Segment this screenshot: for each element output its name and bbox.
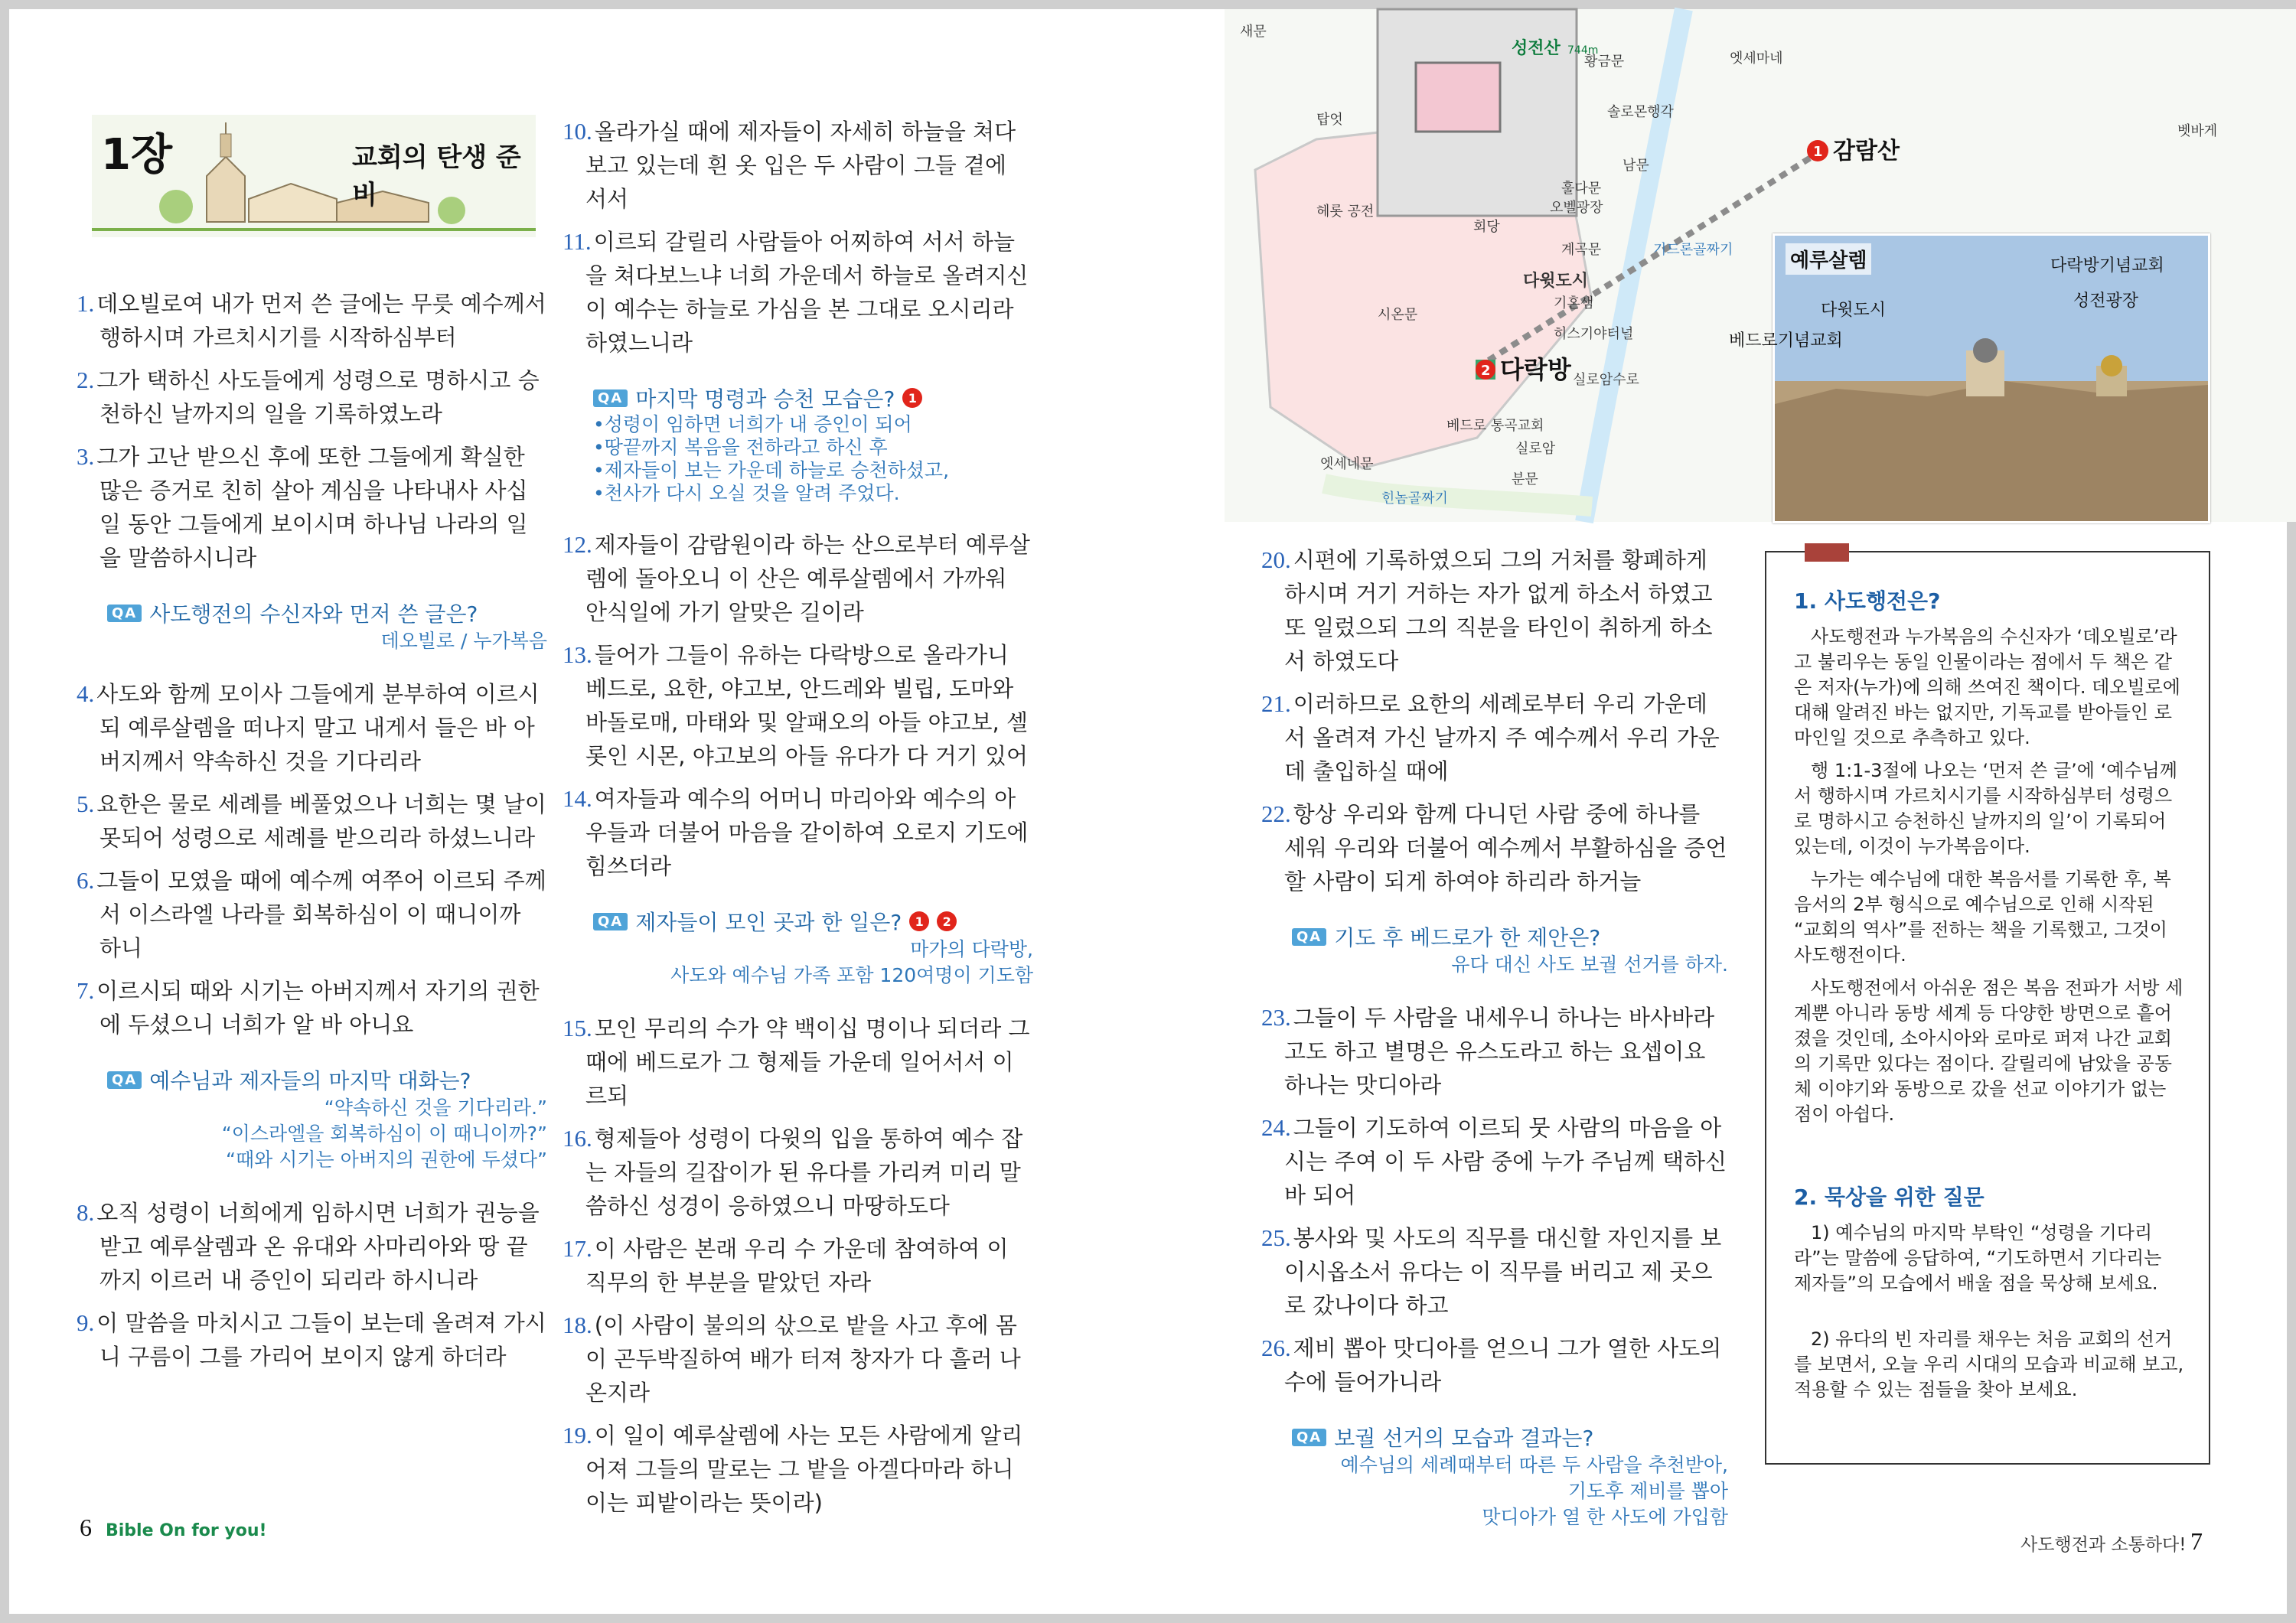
map-label-gihon: 기혼샘: [1554, 295, 1594, 311]
map-label-bethphage: 벳바게: [2177, 123, 2218, 139]
map-label-tower: 탑엇: [1316, 112, 1343, 128]
verse-number: 6.: [77, 867, 95, 894]
qa-box-6: [1292, 1422, 1728, 1530]
photo-image: [1775, 236, 2208, 521]
verse-text: 이러하므로 요한의 세례로부터 우리 가운데서 올려져 가신 날까지 주 예수께서 우리 가운데 출입하실 때에: [1284, 691, 1720, 784]
verse-number: 16.: [563, 1125, 592, 1152]
verse-text: 그가 고난 받으신 후에 또한 그들에게 확실한 많은 증거로 친히 살아 계심을 나타내사 사십 일 동안 그들에게 보이시며 하나님 나라의 일을 말씀하시니라: [96, 444, 528, 571]
qa-answer-line: “때와 시기는 아버지의 권한에 두셨다”: [226, 1149, 547, 1171]
verse-text: 여자들과 예수의 어머니 마리아와 예수의 아우들과 더불어 마음을 같이하여 오로지 기도에 힘쓰더라: [585, 786, 1029, 879]
verse-text: 형제들아 성령이 다윗의 입을 통하여 예수 잡는 자들의 길잡이가 된 유다를 가리켜 미리 말씀하신 성경이 응하였으니 마땅하도다: [585, 1126, 1023, 1219]
verse: [77, 287, 547, 354]
page-number-right: 7: [2190, 1527, 2203, 1555]
qa-icon: QA: [593, 389, 628, 407]
map-label-south-gate: 남문: [1623, 158, 1649, 174]
verse: [77, 1196, 547, 1297]
verse: [563, 225, 1033, 360]
verse-number: 12.: [563, 531, 592, 558]
qa-answer-line: 예수님의 세례때부터 따른 두 사람을 추천받아,: [1340, 1454, 1728, 1476]
column-1: [77, 287, 547, 1383]
map-label-siloam-canal: 실로암수로: [1573, 372, 1639, 388]
chapter-number: 1장: [101, 130, 173, 180]
qa-question: 기도 후 베드로가 한 제안은?: [1334, 925, 1601, 950]
verse-number: 14.: [563, 785, 592, 812]
map-marker-badge: 2: [937, 911, 957, 931]
verse: [77, 974, 547, 1041]
verse-text: 요한은 물로 세례를 베풀었으나 너희는 몇 날이 못되어 성령으로 세례를 받으리라 하셨느니라: [96, 791, 546, 851]
qa-box-4: [593, 906, 1033, 989]
right-footer-text: 사도행전과 소통하다!: [2020, 1535, 2187, 1555]
verse-text: 이르되 갈릴리 사람들아 어찌하여 서서 하늘을 쳐다보느냐 너희 가운데서 하늘로 올려지신 이 예수는 하늘로 가심을 본 그대로 오시리라 하였느니라: [585, 229, 1029, 356]
map-label-elevation: 744m: [1567, 44, 1599, 57]
verse: [77, 363, 547, 431]
verse-number: 11.: [563, 228, 592, 255]
sidebar-question: 1) 예수님의 마지막 부탁인 “성령을 기다리라”는 말씀에 응답하여, “기도하면서 기다리는 제자들”의 모습에서 배울 점을 묵상해 보세요.: [1794, 1222, 2162, 1294]
qa-answer-line: “약속하신 것을 기다리라.”: [324, 1097, 547, 1119]
map-label-huldah-gate: 훌다문: [1561, 181, 1602, 197]
verse-text: 그들이 모였을 때에 예수께 여쭈어 이르되 주께서 이스라엘 나라를 회복하심이 이 때니이까 하니: [96, 868, 546, 961]
column-3: [1261, 543, 1728, 1553]
map-label-herod-palace: 헤롯 공전: [1316, 204, 1375, 220]
map-marker-badge: 1: [902, 388, 922, 408]
verse-text: 이 사람은 본래 우리 수 가운데 참여하여 이 직무의 한 부분을 맡았던 자라: [585, 1236, 1009, 1295]
qa-bullet: •땅끝까지 복음을 전하라고 하신 후: [593, 436, 888, 458]
commentary-sidebar: [1765, 551, 2210, 1465]
verse-text: 항상 우리와 함께 다니던 사람 중에 하나를 세워 우리와 더불어 예수께서 부활하심을 증언할 사람이 되게 하여야 하리라 하거늘: [1284, 801, 1727, 895]
verse-text: 들어가 그들이 유하는 다락방으로 올라가니 베드로, 요한, 야고보, 안드레와 빌립, 도마와 바돌로매, 마태와 및 알패오의 아들 야고보, 셀롯인 시몬, 야고보의 아들 유다가 다 거기 있어: [585, 642, 1028, 769]
verse-number: 4.: [77, 680, 95, 707]
verse-text: 그가 택하신 사도들에게 성령으로 명하시고 승천하신 날까지의 일을 기록하였노라: [96, 367, 540, 427]
verse: [563, 1419, 1033, 1520]
verse-text: 이 말씀을 마치시고 그들이 보는데 올려져 가시니 구름이 그를 가리어 보이지 않게 하더라: [96, 1310, 546, 1370]
map-label-ophel: 오벨광장: [1550, 200, 1603, 216]
verse-text: 그들이 두 사람을 내세우니 하나는 바사바라고도 하고 별명은 유스도라고 하는 요셉이요 하나는 맛디아라: [1284, 1005, 1715, 1098]
verse: [1261, 797, 1728, 898]
verse-text: 제자들이 감람원이라 하는 산으로부터 예루살렘에 돌아오니 이 산은 예루살렘에서 가까워 안식일에 가기 알맞은 길이라: [585, 532, 1030, 625]
map-label-zion-gate: 시온문: [1378, 307, 1418, 323]
chapter-header: [92, 115, 536, 237]
qa-bullet: •성령이 임하면 너희가 내 증인이 되어: [593, 413, 912, 435]
map-label-dung-gate: 분문: [1512, 471, 1538, 487]
verse: [77, 864, 547, 965]
svg-text:2: 2: [1481, 363, 1491, 379]
map-label-hezekiah: 히스기야터널: [1554, 326, 1634, 342]
verse: [77, 440, 547, 575]
verse-text: 사도와 함께 모이사 그들에게 분부하여 이르시되 예루살렘을 떠나지 말고 내게서 들은 바 아버지께서 약속하신 것을 기다리라: [96, 681, 540, 774]
verse: [563, 1122, 1033, 1223]
map-label-temple-mount: 성전산: [1512, 39, 1561, 58]
sidebar-paragraph: 사도행전과 누가복음의 수신자가 ‘데오빌로’라고 불리우는 동일 인물이라는 점에서 두 책은 같은 저자(누가)에 의해 쓰여진 책이다. 데오빌로에 대해 알려진 바는 없지만, 기독교를 받아들인 로마인일 것으로 추측하고 있다.: [1794, 626, 2180, 748]
photo-label-temple-square: 성전광장: [2073, 292, 2139, 311]
verse: [563, 1309, 1033, 1410]
verse-number: 18.: [563, 1312, 592, 1338]
verse-text: 그들이 기도하여 이르되 뭇 사람의 마음을 아시는 주여 이 두 사람 중에 누가 주님께 택하신 바 되어: [1284, 1115, 1727, 1208]
qa-box-3: [593, 383, 1033, 505]
sidebar-paragraph: 행 1:1-3절에 나오는 ‘먼저 쓴 글’에 ‘예수님께서 행하시며 가르치시기를 시작하심부터 성령으로 명하시고 승천하신 날까지의 일’이 기록되어 있는데, 이것이 누가복음이다.: [1794, 760, 2177, 857]
verse: [563, 115, 1033, 216]
photo-label-david-city: 다윗도시: [1821, 301, 1887, 320]
map-label-essene-gate: 엣세네문: [1320, 456, 1374, 472]
verse: [1261, 1331, 1728, 1399]
verse-number: 8.: [77, 1199, 95, 1226]
verse-number: 20.: [1261, 546, 1291, 573]
qa-icon: QA: [107, 1071, 142, 1089]
verse: [1261, 687, 1728, 788]
photo-label-upper-room-church: 다락방기념교회: [2050, 256, 2164, 275]
map-label-valley-gate: 계곡문: [1561, 242, 1602, 258]
qa-answer-line: 사도와 예수님 가족 포함 120여명이 기도함: [670, 964, 1033, 986]
map-label-hinnom: 힌놈골짜기: [1381, 490, 1448, 507]
verse-number: 19.: [563, 1422, 592, 1449]
qa-bullet: •천사가 다시 오실 것을 알려 주었다.: [593, 482, 900, 504]
verse: [1261, 1221, 1728, 1322]
qa-answer-line: “이스라엘을 회복하심이 이 때니이까?”: [221, 1123, 547, 1145]
verse-number: 9.: [77, 1309, 95, 1336]
verse-number: 10.: [563, 118, 592, 145]
qa-box-1: [107, 598, 547, 654]
sidebar-paragraph: 누가는 예수님에 대한 복음서를 기록한 후, 복음서의 2부 형식으로 예수님으로 인해 시작된 “교회의 역사”를 전하는 책을 기록했고, 그것이 사도행전이다.: [1794, 869, 2171, 966]
map-label-upper-room: 다락방: [1500, 355, 1571, 384]
qa-answer: 유다 대신 사도 보궐 선거를 하자.: [1451, 953, 1728, 976]
verse: [563, 1232, 1033, 1299]
verse: [77, 677, 547, 778]
sidebar-heading-1: 1. 사도행전은?: [1794, 588, 1941, 614]
page-number-left: 6: [80, 1514, 92, 1541]
qa-box-2: [107, 1064, 547, 1173]
map-label-mount-olives: 감람산: [1833, 138, 1900, 165]
verse-text: 모인 무리의 수가 약 백이십 명이나 되더라 그 때에 베드로가 그 형제들 가운데 일어서서 이르되: [585, 1015, 1030, 1109]
qa-answer: 데오빌로 / 누가복음: [380, 630, 547, 652]
qa-icon: QA: [593, 913, 628, 930]
qa-icon: QA: [1292, 1429, 1326, 1446]
qa-answer-line: 맛디아가 열 한 사도에 가입함: [1482, 1506, 1728, 1528]
column-2: [563, 115, 1033, 1529]
verse-text: 이 일이 예루살렘에 사는 모든 사람에게 알리어져 그들의 말로는 그 밭을 아겔다마라 하니 이는 피밭이라는 뜻이라): [585, 1423, 1023, 1516]
verse-text: 제비 뽑아 맛디아를 얻으니 그가 열한 사도의 수에 들어가니라: [1284, 1335, 1722, 1395]
sidebar-paragraph: 사도행전에서 아쉬운 점은 복음 전파가 서방 세계뿐 아니라 동방 세계 등 다양한 방면으로 흩어졌을 것인데, 소아시아와 로마로 퍼져 나간 교회의 기록만 있다는 점이다. 갈릴리에 남았을 공동체 이야기와 동방으로 갔을 선교 이야기가 없는 점이 아쉽다.: [1794, 977, 2183, 1125]
qa-icon: QA: [107, 605, 142, 622]
verse-text: 오직 성령이 너희에게 임하시면 너희가 권능을 받고 예루살렘과 온 유대와 사마리아와 땅 끝까지 이르러 내 증인이 되리라 하시니라: [96, 1200, 540, 1293]
sidebar-question: 2) 유다의 빈 자리를 채우는 처음 교회의 선거를 보면서, 오늘 우리 시대의 모습과 비교해 보고, 적용할 수 있는 점들을 찾아 보세요.: [1794, 1328, 2184, 1400]
qa-question: 예수님과 제자들의 마지막 대화는?: [149, 1068, 471, 1093]
verse-text: 이르시되 때와 시기는 아버지께서 자기의 권한에 두셨으니 너희가 알 바 아니요: [96, 978, 540, 1038]
qa-question: 보궐 선거의 모습과 결과는?: [1334, 1426, 1594, 1451]
qa-answer-line: 기도후 제비를 뽑아: [1567, 1480, 1728, 1502]
map-label-golden-gate: 황금문: [1584, 54, 1625, 70]
verse: [77, 787, 547, 855]
verse-number: 22.: [1261, 800, 1291, 827]
verse: [77, 1306, 547, 1374]
map-label-solomon-porch: 솔로몬행각: [1607, 104, 1674, 120]
map-label-kidron: 기드론골짜기: [1653, 242, 1733, 258]
qa-box-5: [1292, 921, 1728, 978]
verse-text: 시편에 기록하였으되 그의 거처를 황폐하게 하시며 거기 거하는 자가 없게 하소서 하였고 또 일렀으되 그의 직분을 타인이 취하게 하소서 하였도다: [1284, 547, 1713, 674]
verse-text: 데오빌로여 내가 먼저 쓴 글에는 무릇 예수께서 행하시며 가르치시기를 시작하심부터: [96, 291, 546, 350]
verse-number: 7.: [77, 977, 95, 1004]
verse: [1261, 1001, 1728, 1102]
map-label-siloam: 실로암: [1515, 441, 1556, 457]
qa-question: 제자들이 모인 곳과 한 일은?: [635, 910, 902, 935]
verse-number: 1.: [77, 290, 95, 317]
qa-bullet: •제자들이 보는 가운데 하늘로 승천하셨고,: [593, 459, 950, 481]
photo-title: 예루살렘: [1786, 243, 1871, 275]
jerusalem-photo: [1729, 233, 2210, 523]
qa-question: 사도행전의 수신자와 먼저 쓴 글은?: [149, 601, 478, 627]
map-label-gethsemane: 엣세마네: [1730, 51, 1783, 67]
verse: [1261, 543, 1728, 678]
verse-text: (이 사람이 불의의 삯으로 밭을 사고 후에 몸이 곤두박질하여 배가 터져 창자가 다 흘러 나온지라: [585, 1312, 1021, 1406]
brand-logo-text: Bible On for you!: [106, 1521, 267, 1540]
verse: [563, 638, 1033, 773]
photo-label-peter-church: 베드로기념교회: [1729, 331, 1843, 350]
chapter-title: 교회의 탄생 준비: [352, 142, 521, 210]
verse-number: 26.: [1261, 1335, 1291, 1361]
sidebar-tab: [1805, 543, 1849, 562]
verse-number: 24.: [1261, 1114, 1291, 1141]
verse-number: 2.: [77, 367, 95, 393]
verse-number: 17.: [563, 1235, 592, 1262]
qa-answer-line: 마가의 다락방,: [910, 938, 1033, 960]
verse-number: 15.: [563, 1015, 592, 1041]
verse-number: 23.: [1261, 1004, 1291, 1031]
qa-icon: QA: [1292, 928, 1326, 946]
map-label-synagogue: 회당: [1473, 219, 1500, 235]
map-marker-badge: 1: [909, 911, 929, 931]
verse: [1261, 1111, 1728, 1212]
map-label-peter-church: 베드로 통곡교회: [1446, 418, 1544, 434]
verse-text: 올라가실 때에 제자들이 자세히 하늘을 쳐다보고 있는데 흰 옷 입은 두 사람이 그들 곁에 서서: [585, 119, 1016, 212]
qa-question: 마지막 명령과 승천 모습은?: [635, 386, 895, 412]
map-label-david-city: 다윗도시: [1523, 272, 1589, 291]
verse-number: 3.: [77, 443, 95, 470]
sidebar-heading-2: 2. 묵상을 위한 질문: [1794, 1185, 1985, 1210]
verse: [563, 528, 1033, 629]
verse-number: 5.: [77, 790, 95, 817]
verse-number: 25.: [1261, 1224, 1291, 1251]
verse-number: 21.: [1261, 690, 1291, 717]
svg-text:1: 1: [1813, 144, 1823, 160]
verse-text: 봉사와 및 사도의 직무를 대신할 자인지를 보이시옵소서 유다는 이 직무를 버리고 제 곳으로 갔나이다 하고: [1284, 1225, 1722, 1318]
verse: [563, 1012, 1033, 1113]
map-label-new-gate: 새문: [1240, 24, 1267, 40]
verse-number: 13.: [563, 641, 592, 668]
verse: [563, 782, 1033, 883]
